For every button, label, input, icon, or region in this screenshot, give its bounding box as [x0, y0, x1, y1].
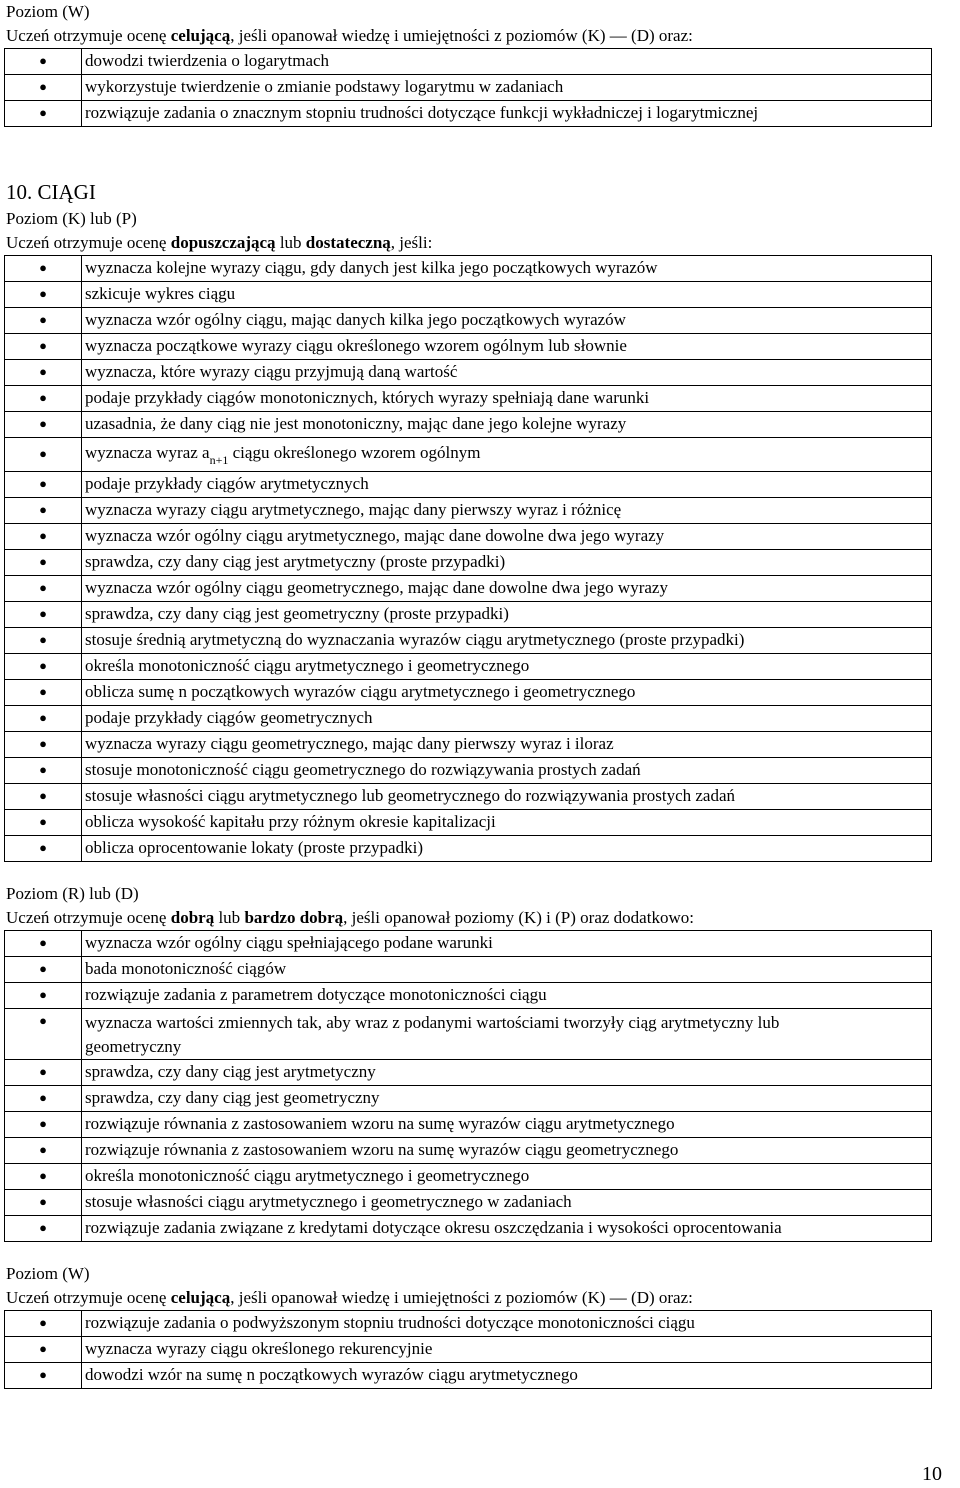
level-heading-w: Poziom (W) — [6, 1264, 90, 1283]
bullet-icon: ● — [5, 602, 82, 628]
formula-variable: a — [202, 443, 210, 462]
requirement-text: stosuje monotoniczność ciągu geometrycznego do rozwiązywania prostych zadań — [82, 758, 932, 784]
requirement-text: stosuje własności ciągu arytmetycznego lub geometrycznego do rozwiązywania prostych zadań — [82, 784, 932, 810]
table-row — [5, 1190, 932, 1216]
requirement-text: sprawdza, czy dany ciąg jest geometryczny (proste przypadki) — [82, 602, 932, 628]
requirement-text: określa monotoniczność ciągu arytmetycznego i geometrycznego — [82, 654, 932, 680]
table-row — [5, 308, 932, 334]
bullet-icon: ● — [5, 1086, 82, 1112]
bullet-icon: ● — [5, 1138, 82, 1164]
table-row — [5, 576, 932, 602]
intro-text: lub — [275, 233, 306, 252]
table-row — [5, 438, 932, 472]
requirement-text: określa monotoniczność ciągu arytmetycznego i geometrycznego — [82, 1164, 932, 1190]
table-row — [5, 706, 932, 732]
table-row — [5, 1112, 932, 1138]
table-row — [5, 75, 932, 101]
intro-text: , jeśli opanował wiedzę i umiejętności z poziomów (K) — (D) oraz: — [230, 26, 693, 45]
bullet-icon: ● — [5, 524, 82, 550]
requirement-text: sprawdza, czy dany ciąg jest arytmetyczny (proste przypadki) — [82, 550, 932, 576]
table-row — [5, 654, 932, 680]
requirement-text: bada monotoniczność ciągów — [82, 957, 932, 983]
intro-text: lub — [214, 908, 245, 927]
bullet-icon: ● — [5, 334, 82, 360]
table-row — [5, 1009, 932, 1060]
bullet-icon: ● — [5, 983, 82, 1009]
requirement-text: oblicza wysokość kapitału przy różnym okresie kapitalizacji — [82, 810, 932, 836]
requirement-text: rozwiązuje zadania o znacznym stopniu trudności dotyczące funkcji wykładniczej i logarytmicznej — [82, 101, 932, 127]
requirement-text: dowodzi twierdzenia o logarytmach — [82, 49, 932, 75]
bullet-icon: ● — [5, 472, 82, 498]
bullet-icon: ● — [5, 680, 82, 706]
bullet-icon: ● — [5, 706, 82, 732]
level-heading-kp: Poziom (K) lub (P) — [6, 209, 137, 228]
requirement-text-formula — [82, 438, 932, 472]
table-row — [5, 983, 932, 1009]
requirements-table-kp — [4, 255, 932, 862]
requirement-text: wyznacza wyrazy ciągu geometrycznego, mając dany pierwszy wyraz i iloraz — [82, 732, 932, 758]
formula-text: wyznacza wyraz — [85, 443, 203, 462]
bullet-icon: ● — [5, 576, 82, 602]
requirement-text: stosuje średnią arytmetyczną do wyznaczania wyrazów ciągu arytmetycznego (proste przypadki) — [82, 628, 932, 654]
bullet-icon: ● — [5, 282, 82, 308]
requirement-text: sprawdza, czy dany ciąg jest geometryczny — [82, 1086, 932, 1112]
bullet-icon: ● — [5, 49, 82, 75]
table-row — [5, 1363, 932, 1389]
table-row — [5, 472, 932, 498]
table-row — [5, 1311, 932, 1337]
grade-name: celującą — [170, 26, 231, 45]
table-row — [5, 101, 932, 127]
table-row — [5, 810, 932, 836]
table-row — [5, 1138, 932, 1164]
bullet-icon: ● — [5, 1363, 82, 1389]
intro-text: Uczeń otrzymuje ocenę — [6, 908, 171, 927]
requirements-table-w — [4, 1310, 932, 1389]
grade-intro-rd — [6, 906, 956, 930]
table-row — [5, 628, 932, 654]
intro-text: , jeśli opanował poziomy (K) i (P) oraz dodatkowo: — [343, 908, 694, 927]
requirement-text-wrapped — [82, 1009, 932, 1060]
formula-text: ciągu określonego wzorem ogólnym — [228, 443, 481, 462]
requirement-text: uzasadnia, że dany ciąg nie jest monotoniczny, mając dane jego kolejne wyrazy — [82, 412, 932, 438]
table-row — [5, 732, 932, 758]
level-heading-w-top: Poziom (W) — [6, 2, 90, 21]
table-row — [5, 836, 932, 862]
bullet-icon: ● — [5, 308, 82, 334]
bullet-icon: ● — [5, 386, 82, 412]
table-row — [5, 524, 932, 550]
bullet-icon: ● — [5, 1216, 82, 1242]
intro-text: , jeśli opanował wiedzę i umiejętności z poziomów (K) — (D) oraz: — [230, 1288, 693, 1307]
page-number: 10 — [922, 1463, 942, 1485]
table-row — [5, 282, 932, 308]
bullet-icon: ● — [5, 654, 82, 680]
grade-name: dostateczną — [305, 233, 391, 252]
requirement-text: sprawdza, czy dany ciąg jest arytmetyczny — [82, 1060, 932, 1086]
bullet-icon: ● — [5, 836, 82, 862]
bullet-icon: ● — [5, 1337, 82, 1363]
requirements-table-w-top — [4, 48, 932, 127]
grade-intro-w-top — [6, 24, 956, 48]
table-row — [5, 1216, 932, 1242]
grade-name: dobrą — [170, 908, 215, 927]
bullet-icon: ● — [5, 931, 82, 957]
requirement-text: rozwiązuje równania z zastosowaniem wzoru na sumę wyrazów ciągu geometrycznego — [82, 1138, 932, 1164]
requirement-text: wyznacza wzór ogólny ciągu spełniającego podane warunki — [82, 931, 932, 957]
requirement-text: wyznacza wzór ogólny ciągu arytmetycznego, mając dane dowolne dwa jego wyrazy — [82, 524, 932, 550]
formula-subscript: n+1 — [209, 453, 229, 467]
document-page — [6, 0, 956, 1389]
table-row — [5, 412, 932, 438]
requirement-text: podaje przykłady ciągów monotonicznych, których wyrazy spełniają dane warunki — [82, 386, 932, 412]
requirement-text: podaje przykłady ciągów arytmetycznych — [82, 472, 932, 498]
requirement-text: wyznacza kolejne wyrazy ciągu, gdy danych jest kilka jego początkowych wyrazów — [82, 256, 932, 282]
table-row — [5, 602, 932, 628]
bullet-icon: ● — [5, 1060, 82, 1086]
bullet-icon: ● — [5, 810, 82, 836]
requirement-text: wyznacza wzór ogólny ciągu, mając danych kilka jego początkowych wyrazów — [82, 308, 932, 334]
bullet-icon: ● — [5, 550, 82, 576]
table-row — [5, 360, 932, 386]
requirement-text: rozwiązuje zadania o podwyższonym stopniu trudności dotyczące monotoniczności ciągu — [82, 1311, 932, 1337]
requirement-text: oblicza sumę n początkowych wyrazów ciągu arytmetycznego i geometrycznego — [82, 680, 932, 706]
requirement-text: wyznacza wyrazy ciągu arytmetycznego, mając dany pierwszy wyraz i różnicę — [82, 498, 932, 524]
bullet-icon: ● — [5, 1164, 82, 1190]
requirement-text: oblicza oprocentowanie lokaty (proste przypadki) — [82, 836, 932, 862]
bullet-icon: ● — [5, 957, 82, 983]
requirement-text: rozwiązuje zadania z parametrem dotyczące monotoniczności ciągu — [82, 983, 932, 1009]
grade-intro-kp — [6, 231, 956, 255]
requirement-line: wyznacza wartości zmiennych tak, aby wraz z podanymi wartościami tworzyły ciąg arytmetyczny lub — [85, 1013, 780, 1032]
requirement-text: wyznacza wyrazy ciągu określonego rekurencyjnie — [82, 1337, 932, 1363]
table-row — [5, 784, 932, 810]
bullet-icon: ● — [5, 732, 82, 758]
intro-text: Uczeń otrzymuje ocenę — [6, 1288, 171, 1307]
requirement-text: szkicuje wykres ciągu — [82, 282, 932, 308]
chapter-title: 10. CIĄGI — [6, 180, 96, 204]
bullet-icon: ● — [5, 758, 82, 784]
table-row — [5, 1086, 932, 1112]
requirement-text: rozwiązuje zadania związane z kredytami dotyczące okresu oszczędzania i wysokości oprocentowania — [82, 1216, 932, 1242]
level-heading-rd: Poziom (R) lub (D) — [6, 884, 139, 903]
table-row — [5, 386, 932, 412]
requirement-text: rozwiązuje równania z zastosowaniem wzoru na sumę wyrazów ciągu arytmetycznego — [82, 1112, 932, 1138]
table-row — [5, 931, 932, 957]
grade-name: dopuszczającą — [170, 233, 276, 252]
bullet-icon: ● — [5, 101, 82, 127]
bullet-icon: ● — [5, 1112, 82, 1138]
bullet-icon: ● — [5, 360, 82, 386]
bullet-icon: ● — [5, 1009, 82, 1060]
table-row — [5, 1164, 932, 1190]
bullet-icon: ● — [5, 75, 82, 101]
table-row — [5, 758, 932, 784]
grade-name: bardzo dobrą — [244, 908, 344, 927]
table-row — [5, 957, 932, 983]
bullet-icon: ● — [5, 784, 82, 810]
table-row — [5, 550, 932, 576]
bullet-icon: ● — [5, 438, 82, 472]
bullet-icon: ● — [5, 1190, 82, 1216]
requirement-line: geometryczny — [85, 1037, 182, 1056]
table-row — [5, 680, 932, 706]
table-row — [5, 49, 932, 75]
bullet-icon: ● — [5, 498, 82, 524]
intro-text: Uczeń otrzymuje ocenę — [6, 26, 171, 45]
requirement-text: wyznacza, które wyrazy ciągu przyjmują daną wartość — [82, 360, 932, 386]
bullet-icon: ● — [5, 628, 82, 654]
bullet-icon: ● — [5, 412, 82, 438]
requirements-table-rd — [4, 930, 932, 1242]
requirement-text: stosuje własności ciągu arytmetycznego i geometrycznego w zadaniach — [82, 1190, 932, 1216]
intro-text: Uczeń otrzymuje ocenę — [6, 233, 171, 252]
grade-name: celującą — [170, 1288, 231, 1307]
intro-text: , jeśli: — [390, 233, 433, 252]
requirement-text: podaje przykłady ciągów geometrycznych — [82, 706, 932, 732]
table-row — [5, 1337, 932, 1363]
requirement-text: wykorzystuje twierdzenie o zmianie podstawy logarytmu w zadaniach — [82, 75, 932, 101]
bullet-icon: ● — [5, 256, 82, 282]
requirement-text: wyznacza początkowe wyrazy ciągu określonego wzorem ogólnym lub słownie — [82, 334, 932, 360]
table-row — [5, 334, 932, 360]
bullet-icon: ● — [5, 1311, 82, 1337]
requirement-text: dowodzi wzór na sumę n początkowych wyrazów ciągu arytmetycznego — [82, 1363, 932, 1389]
table-row — [5, 256, 932, 282]
requirement-text: wyznacza wzór ogólny ciągu geometrycznego, mając dane dowolne dwa jego wyrazy — [82, 576, 932, 602]
table-row — [5, 498, 932, 524]
grade-intro-w — [6, 1286, 956, 1310]
table-row — [5, 1060, 932, 1086]
